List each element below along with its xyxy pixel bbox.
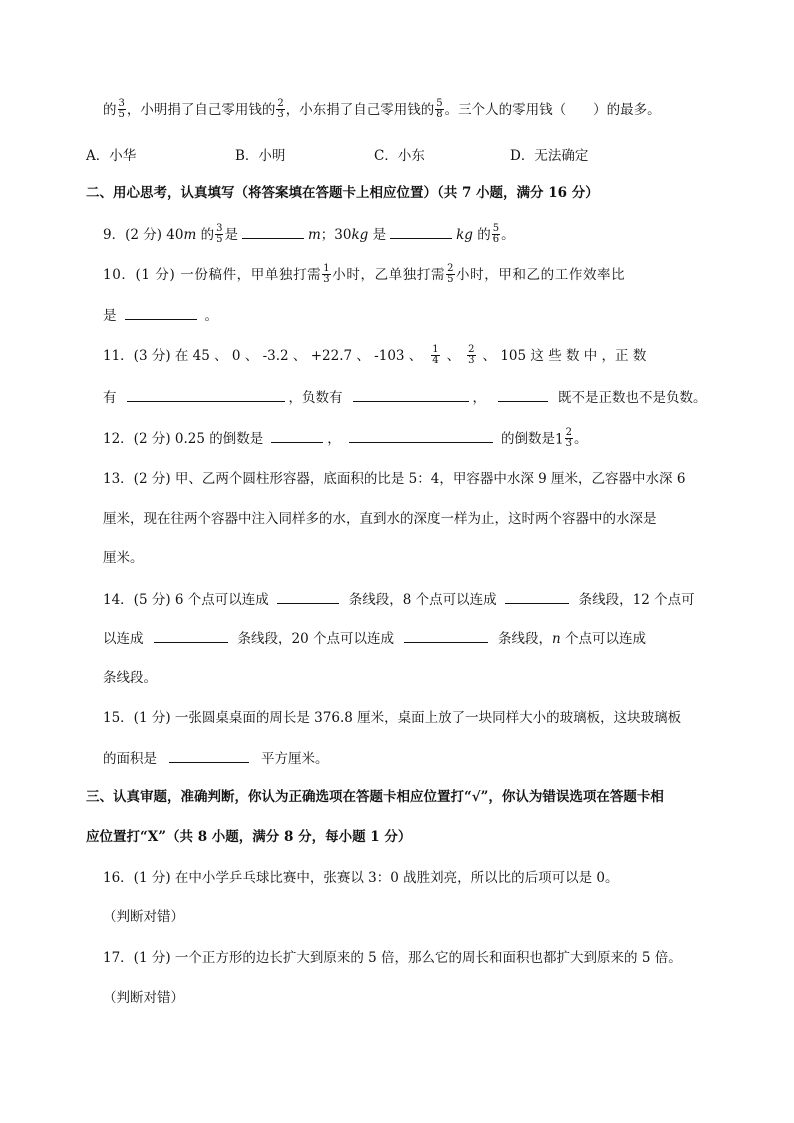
text: 。三个人的零用钱（ ）的最多。 [444,102,661,118]
answer-blank[interactable] [404,628,488,643]
q17-judge: （判断对错） [103,990,184,1006]
option-d[interactable]: D．无法确定 [510,148,589,164]
q14-line3: 条线段。 [103,670,157,686]
answer-blank[interactable] [349,428,493,443]
answer-blank[interactable] [169,748,249,763]
section-2-title: 二、用心思考，认真填写（将答案填在答题卡上相应位置）（共 7 小题，满分 16 分） [86,185,599,201]
fraction: $\frac{2}{5}$ [447,263,455,285]
answer-blank[interactable] [125,305,197,320]
q13-line2: 厘米，现在往两个容器中注入同样多的水，直到水的深度一样为止，这时两个容器中的水深是 [103,511,657,527]
text: ，小东捐了自己零用钱的 [285,102,435,118]
q15-line2: 的面积是 平方厘米。 [103,748,329,769]
text: 的 [103,102,117,118]
q14-line2: 以连成 条线段，20 个点可以连成 条线段，n 个点可以连成 [103,628,646,649]
answer-blank[interactable] [154,628,228,643]
q13-line3: 厘米。 [103,550,144,566]
option-b[interactable]: B．小明 [235,148,286,164]
q9-line: 9．(2 分) 40m 的 $\frac{3}{5}$ 是 m；30kg 是 kg 的 $\frac{5}{6}$ 。 [103,223,515,245]
q8-line [103,100,661,121]
q12-line: 12．(2 分) 0.25 的倒数是 ， 的倒数是1 $\frac{2}{3}$ 。 [103,427,588,449]
option-a[interactable]: A．小华 [86,148,137,164]
q16-judge: （判断对错） [103,909,184,925]
q13-line1: 13．(2 分) 甲、乙两个圆柱形容器，底面积的比是 5：4，甲容器中水深 9 厘米，乙容器中水深 6 [103,471,686,487]
q15-line1: 15．(1 分) 一张圆桌桌面的周长是 376.8 厘米，桌面上放了一块同样大小的玻璃板，这块玻璃板 [103,710,682,726]
fraction: $\frac{1}{4}$ [432,344,439,366]
answer-blank[interactable] [277,589,339,604]
option-c[interactable]: C．小东 [374,148,425,164]
mixed-number: 1 $\frac{2}{3}$ [555,427,572,449]
q11-line1: 11．(3 分) 在 45 、 0 、 -3.2 、 +22.7 、 -103 、 $\frac{1}{4}$ 、 $\frac{2}{3}$ 、 105 这 些 数 中 ，正 数 [103,344,647,366]
answer-blank[interactable] [271,428,323,443]
fraction: $\frac{2}{3}$ [277,98,284,120]
answer-blank[interactable] [127,387,285,402]
q17-line1: 17．(1 分) 一个正方形的边长扩大到原来的 5 倍，那么它的周长和面积也都扩大到原来的 5 倍。 [103,950,682,966]
fraction: $\frac{5}{6}$ [492,223,500,245]
answer-blank[interactable] [390,224,452,239]
fraction: $\frac{5}{8}$ [436,98,443,120]
section-3-title-line1: 三、认真审题，准确判断，你认为正确选项在答题卡相应位置打“√”，你认为错误选项在答题卡相 [86,789,664,805]
fraction: $\frac{3}{5}$ [216,223,223,245]
answer-blank[interactable] [242,224,304,239]
q14-line1: 14．(5 分) 6 个点可以连成 条线段，8 个点可以连成 条线段，12 个点可 [103,589,695,610]
fraction: $\frac{3}{5}$ [118,98,125,120]
answer-blank[interactable] [498,387,548,402]
answer-blank[interactable] [505,589,569,604]
q11-line2: 有 ，负数有 ， 既不是正数也不是负数。 [103,387,707,408]
fraction: $\frac{1}{3}$ [323,263,331,285]
text: ，小明捐了自己零用钱的 [126,102,276,118]
q16-line1: 16．(1 分) 在中小学乒乓球比赛中，张赛以 3：0 战胜刘亮，所以比的后项可以是 0。 [103,870,619,886]
fraction: $\frac{2}{3}$ [468,344,475,366]
answer-blank[interactable] [353,387,469,402]
q10-line1: 10．(1 分) 一份稿件，甲单独打需 $\frac{1}{3}$ 小时，乙单独打需 $\frac{2}{5}$ 小时，甲和乙的工作效率比 [103,263,626,285]
q10-line2: 是 。 [103,305,218,326]
section-3-title-line2: 应位置打“X”（共 8 小题，满分 8 分，每小题 1 分） [86,829,412,845]
